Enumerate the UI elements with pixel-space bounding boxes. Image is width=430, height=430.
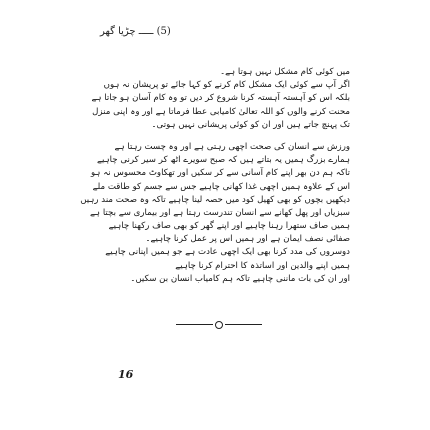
text-line: ورزش سے انسان کی صحت اچھی رہتی ہے اور وہ چست رہتا ہے bbox=[114, 141, 350, 152]
text-line: صفائی نصف ایمان ہے اور ہمیں اس پر عمل کرنا چاہیے۔ bbox=[145, 234, 350, 245]
ornament-left-rule bbox=[176, 324, 213, 325]
page-number: 16 bbox=[118, 368, 134, 381]
text-line: ہمارے بزرگ ہمیں یہ بتاتے ہیں کہ صبح سویرے اٹھ کر سیر کرنی چاہیے bbox=[97, 155, 350, 166]
ornament-right-rule bbox=[225, 324, 262, 325]
text-line: اور ان کی بات ماننی چاہیے تاکہ ہم کامیاب انسان بن سکیں۔ bbox=[130, 273, 350, 284]
running-header: (5) ـــــ چڑیا گھر bbox=[100, 26, 171, 37]
text-line: ہمیں اپنے والدین اور اساتذہ کا احترام کرنا چاہیے bbox=[175, 260, 350, 271]
text-line: اگر آپ سے کوئی ایک مشکل کام کرنے کو کہا جائے تو پریشان نہ ہوں bbox=[103, 80, 350, 91]
text-line: بلکہ اس کو آہستہ آہستہ کرنا شروع کر دیں تو وہ کام آسان ہو جاتا ہے bbox=[91, 93, 350, 104]
text-line: تاکہ ہم دن بھر اپنے کام آسانی سے کر سکیں اور تھکاوٹ محسوس نہ ہو bbox=[90, 168, 350, 179]
paragraph-gap bbox=[80, 132, 350, 141]
body-text bbox=[80, 66, 350, 286]
section-end-ornament bbox=[176, 321, 262, 329]
text-line: میں کوئی کام مشکل نہیں ہوتا ہے۔ bbox=[220, 67, 350, 77]
ornament-circle-icon bbox=[215, 321, 223, 329]
text-line: دوسروں کی مدد کرنا بھی ایک اچھی عادت ہے جو ہمیں اپنانی چاہیے bbox=[105, 247, 350, 258]
text-line: محنت کرنے والوں کو اللہ تعالیٰ کامیابی عطا فرماتا ہے اور وہ اپنی منزل bbox=[92, 106, 350, 117]
text-line: تک پہنچ جاتے ہیں اور ان کو کوئی پریشانی نہیں ہوتی۔ bbox=[151, 119, 350, 130]
text-line: اس کے علاوہ ہمیں اچھی غذا کھانی چاہیے جس سے جسم کو طاقت ملے bbox=[92, 181, 350, 192]
text-line: ہمیں صاف ستھرا رہنا چاہیے اور اپنے گھر کو بھی صاف رکھنا چاہیے bbox=[108, 221, 350, 232]
text-line: سبزیاں اور پھل کھانے سے انسان تندرست رہتا ہے اور بیماری سے بچتا ہے bbox=[90, 207, 350, 218]
text-line: دیکھیں بچوں کو بھی کھیل کود میں حصہ لینا چاہیے تاکہ وہ صحت مند رہیں bbox=[80, 194, 350, 205]
